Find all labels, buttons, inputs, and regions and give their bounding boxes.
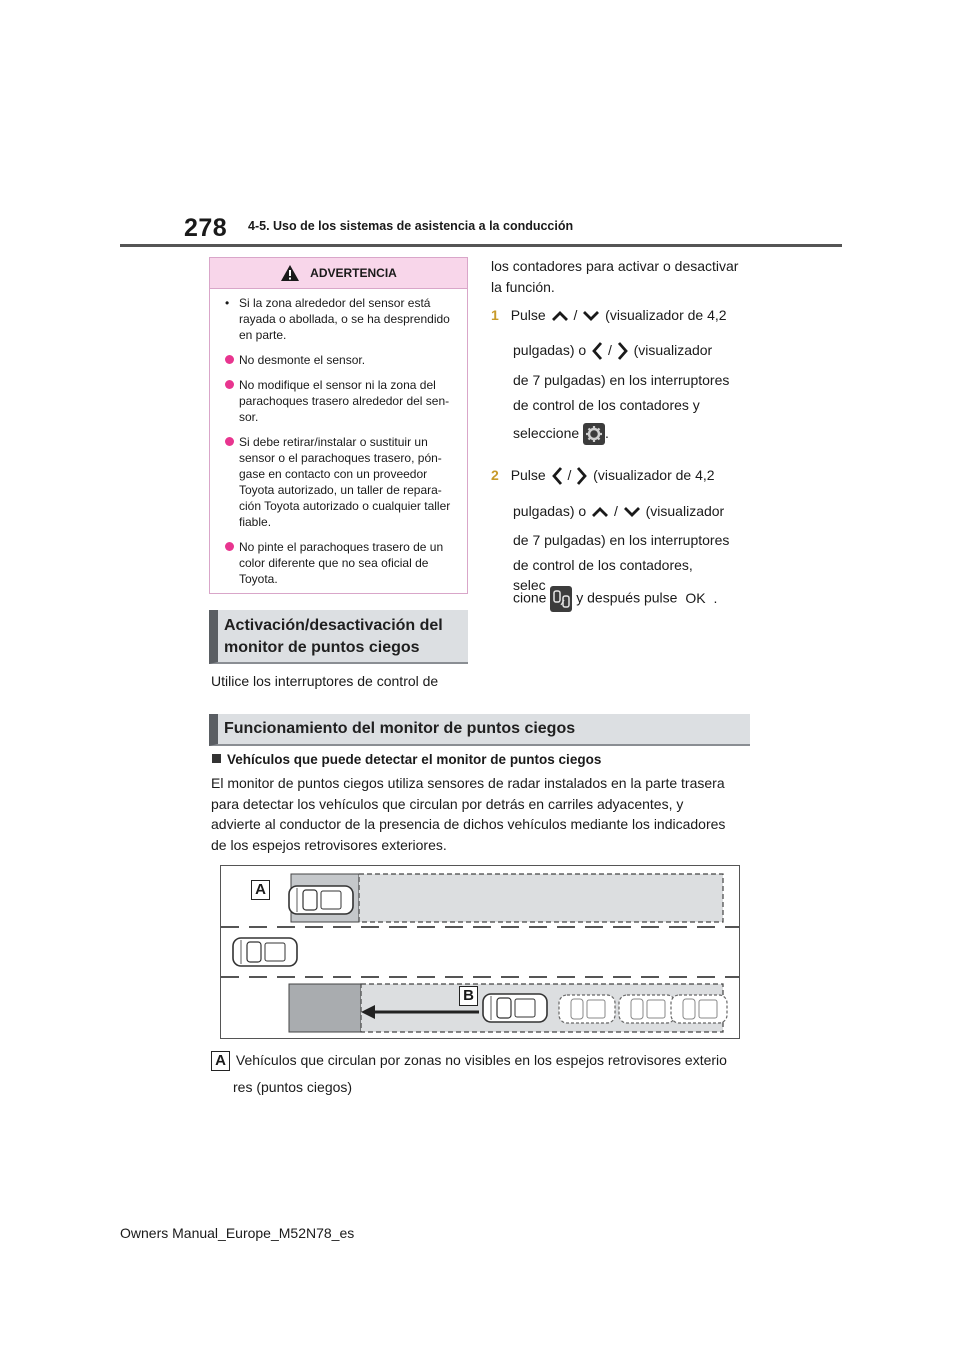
square-bullet-icon xyxy=(212,754,221,763)
road-illustration xyxy=(221,866,739,1038)
pink-dot-icon xyxy=(225,437,234,446)
paragraph-line: El monitor de puntos ciegos utiliza sensores de radar instalados en la parte trasera xyxy=(211,775,725,791)
step-text: (visualizador xyxy=(633,342,713,358)
chevron-left-icon xyxy=(550,465,564,487)
callout-label-b: B xyxy=(459,986,478,1006)
ok-button-glyph: OK xyxy=(685,589,706,606)
warning-item-text: Si debe retirar/instalar o sustituir un sensor o el parachoques trasero, póngase en contacto con un proveedor Toyota autorizado, un taller de reparación Toyota autorizado o cualquier taller fiable. xyxy=(239,435,451,529)
step-text: (visualizador xyxy=(645,503,725,519)
subheading xyxy=(212,752,601,767)
slash: / xyxy=(567,467,572,483)
warning-item xyxy=(225,295,455,343)
legend-text: res (puntos ciegos) xyxy=(233,1079,353,1095)
blind-spot-diagram xyxy=(220,865,740,1039)
warning-title: ADVERTENCIA xyxy=(310,266,397,280)
step-number: 1 xyxy=(491,307,499,323)
warning-header xyxy=(210,258,467,289)
section-heading-operation: Funcionamiento del monitor de puntos ciegos xyxy=(209,714,750,746)
chevron-down-icon xyxy=(581,309,601,323)
paragraph-line: para detectar los vehículos que circulan por detrás en carriles adyacentes, y xyxy=(211,795,684,812)
step-text: Pulse xyxy=(510,307,546,323)
period: . xyxy=(713,589,718,606)
step-text: (visualizador de 4,2 xyxy=(593,467,715,483)
slash: / xyxy=(607,342,612,358)
warning-item-text: No pinte el parachoques trasero de un color diferente que no sea oficial de Toyota. xyxy=(239,540,444,586)
step-text: de 7 pulgadas) en los interruptores xyxy=(513,532,730,548)
slash: / xyxy=(613,503,618,519)
step-1-line-1 xyxy=(491,305,727,325)
pink-dot-icon xyxy=(225,355,234,364)
step-2-line-6 xyxy=(513,586,717,612)
step-text: de control de los contadores, selec xyxy=(513,557,693,593)
bullet-marker: • xyxy=(225,296,230,310)
step-text: pulgadas) o xyxy=(513,503,587,519)
step-text: cione xyxy=(513,589,547,606)
step-1-line-2 xyxy=(513,340,712,362)
warning-item xyxy=(225,539,455,587)
step-text: (visualizador de 4,2 xyxy=(605,307,727,323)
legend-label-a: A xyxy=(211,1051,230,1071)
description-paragraph xyxy=(211,773,725,855)
step-number: 2 xyxy=(491,467,499,483)
step-text: seleccione xyxy=(513,425,580,441)
chevron-right-icon xyxy=(616,340,630,362)
step-text: pulgadas) o xyxy=(513,342,587,358)
paragraph-line: de los espejos retrovisores exteriores. xyxy=(211,836,447,853)
section-heading-activation: Activación/desactivación del monitor de puntos ciegos xyxy=(209,610,468,664)
warning-item xyxy=(225,352,455,368)
pink-dot-icon xyxy=(225,380,234,389)
chevron-up-icon xyxy=(590,505,610,519)
header-rule xyxy=(120,244,842,247)
pink-dot-icon xyxy=(225,542,234,551)
period: . xyxy=(605,425,609,441)
chevron-left-icon xyxy=(590,340,604,362)
legend-a xyxy=(211,1050,727,1071)
chevron-down-icon xyxy=(622,505,642,519)
paragraph-line: advierte al conductor de la presencia de dichos vehículos mediante los indicadores xyxy=(211,816,726,832)
section-title: 4-5. Uso de los sistemas de asistencia a la conducción xyxy=(248,219,574,233)
step-1-line-6 xyxy=(513,423,609,445)
warning-triangle-icon xyxy=(280,264,300,282)
intro-text-left: Utilice los interruptores de control de xyxy=(211,673,439,689)
subheading-text: Vehículos que puede detectar el monitor de puntos ciegos xyxy=(227,752,602,767)
warning-item-text: No desmonte el sensor. xyxy=(239,353,366,367)
warning-item xyxy=(225,434,455,530)
chevron-up-icon xyxy=(550,309,570,323)
step-text: de control de los contadores y xyxy=(513,397,700,413)
settings-gear-icon xyxy=(583,423,605,445)
step-text: de 7 pulgadas) en los interruptores xyxy=(513,372,730,388)
step-text: Pulse xyxy=(510,467,546,483)
footer-text: Owners Manual_Europe_M52N78_es xyxy=(120,1225,355,1241)
warning-body xyxy=(210,289,467,587)
callout-label-a: A xyxy=(251,880,270,900)
warning-item-text: No modifique el sensor ni la zona del parachoques trasero alrededor del sensor. xyxy=(239,378,450,424)
intro-text-right: los contadores para activar o desactivar la función. xyxy=(491,258,739,295)
legend-text: Vehículos que circulan por zonas no visibles en los espejos retrovisores exterio xyxy=(235,1052,727,1068)
chevron-right-icon xyxy=(575,465,589,487)
step-text: y después pulse xyxy=(576,589,678,606)
blind-spot-monitor-icon xyxy=(550,586,572,612)
warning-item xyxy=(225,377,455,425)
warning-box xyxy=(209,257,468,594)
page-number: 278 xyxy=(184,214,228,242)
warning-item-text: Si la zona alrededor del sensor está rayada o abollada, o se ha desprendido en parte. xyxy=(239,296,450,342)
step-2-line-2 xyxy=(513,501,724,521)
slash: / xyxy=(573,307,578,323)
step-2-line-1 xyxy=(491,465,715,487)
